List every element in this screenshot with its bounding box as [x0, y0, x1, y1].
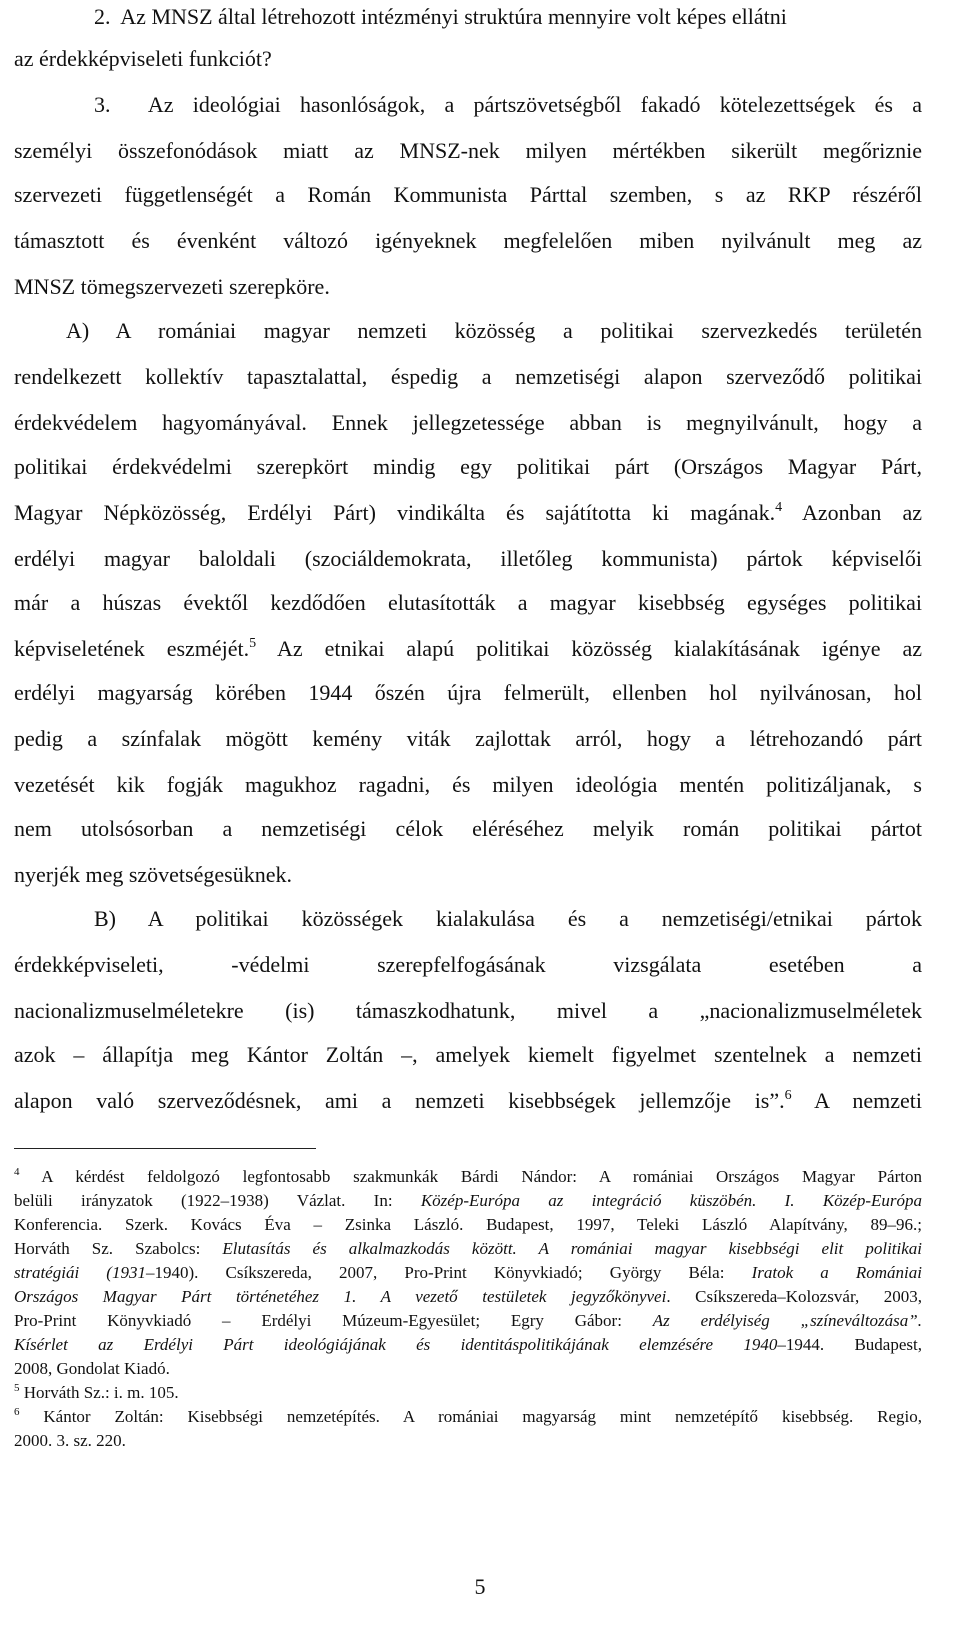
footnote-ref-5[interactable]: 5: [249, 636, 257, 651]
page-number: 5: [474, 1574, 486, 1599]
footnote-ref-6[interactable]: 6: [784, 1088, 792, 1103]
footnote-separator: [14, 1148, 316, 1149]
footnote-ref-4[interactable]: 4: [775, 500, 783, 515]
